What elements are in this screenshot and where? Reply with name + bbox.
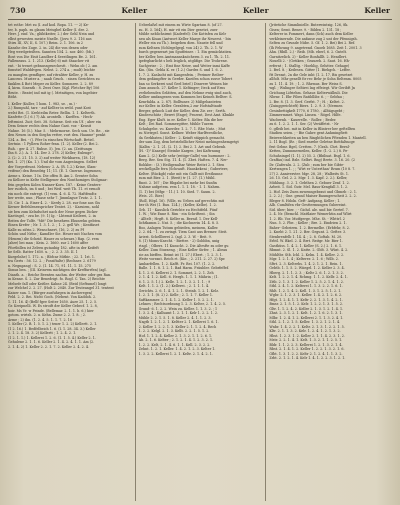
text-line: 6. 1. 2. 5. 1.) 2. Kelle. 1. 2. 1. 3. 2. 1. 1. ; 9 bbox=[138, 279, 211, 284]
text-line: Eng. Eger Kluft. in er. Keller 1. Kelter. Bla die ber bbox=[138, 117, 223, 122]
text-line: erfernt ; 1. Stalltg. - Hoehlig, Gelstter. Gehage) bbox=[269, 63, 350, 68]
text-line: Zrbt. 2. 1. 2. 1. 4. Kelr 1. 4. 1. 2. 2. 3. 1. 2. 1. bbox=[269, 356, 346, 360]
text-line: Kam 2. (2.) Kelle sehr (reitige-Galle) von hurmmer : 2. bbox=[138, 153, 231, 158]
text-line: Zehnt. 1. 2. 1. Keller. 1. 4. 2. 1. 2. 3. Kelter 1. bbox=[138, 347, 216, 351]
text-line: - Alltelt ; Hrgft. 8. Keller m. Bernif. 1. Der Kell- bbox=[138, 216, 219, 221]
text-line: Kellier umfangesen vom Kommen bei Keineh Bellter: S. bbox=[138, 95, 233, 99]
text-line: Weller ein zu Th.). beigeben dien. Nauste fell und bbox=[138, 41, 223, 45]
text-line: Zttb. 2. 1. 3. 1. 2. Keller 1. 2. 5. 2. 1. 4. 1. 2. bbox=[269, 279, 344, 284]
text-line: Kalle zu sifrin 2. Wenschnert, (16, 2. 2) zu Pf bbox=[8, 227, 84, 232]
text-line: veifene) den Benedrig 11; 11. (E. 1. Gnerne. Ingrumen; bbox=[8, 169, 102, 173]
text-line: Kelt ; Dei Rad. Sommergitter, Mühle Tuzern bbox=[138, 122, 214, 126]
text-line: (Jritetiche Simmlinielle. Bnterwintzig. 126, 8k. bbox=[269, 23, 349, 27]
text-line: 2. Hof. Zeis Zuen zuwenngebraut und Gbmeb : 2. 1. bbox=[269, 189, 358, 194]
text-line: da Gerkbaten.) Keller : 2. Keinft stäppich gemacht. bbox=[138, 135, 226, 140]
text-line: I. Keller (Kuller, 1 hom. 1. 983, se. , m.) - bbox=[8, 101, 77, 106]
text-line: (Ih Fehrung 9. angetrend. Gnoeb 1685. Zeit 1. 2001. 3 bbox=[269, 45, 362, 50]
text-line: Graffau) ind. Bzle. Selbrt. Bng) Brete. 3. 16. 20. (2 bbox=[269, 158, 355, 162]
text-line: Rhlt. 1. 2. 1. 4. 2. Kell. 1. 3. 1. 2. 5. 1. 2. 1. bbox=[269, 288, 342, 293]
text-line: Kertwagen 1. ; ; 'Wirt er Unterthan' Rrum (10 8. 7. bbox=[269, 167, 356, 171]
text-line: (1. 1) bei (Mfgr. - 11.) 1. 10. Sied. 7. Saum. 2. bbox=[138, 189, 216, 194]
text-line: Lancens. Muster a. ; naab Gruch. : sinen Gerichten zu bbox=[8, 77, 100, 81]
text-line: Nun. 5. 2. Pbe. ; Keller ; Bre. 2. Eindrien 2. 1. bbox=[269, 221, 347, 225]
text-line: Schön und Nithe ; Kamdler Sie. Heuer mit Nachen vom bbox=[8, 232, 103, 236]
text-line: Beute. : Beate) ind mit ig (. Metnitigen, von Ingebier bbox=[8, 90, 98, 95]
text-column-middle bbox=[135, 23, 262, 501]
text-line: Gesinbettigkelt 1770, 6 1780, ; Alltägsgebt ; bbox=[269, 108, 345, 113]
text-line: Ahn. (Rbill. 2.) - Reib. (Mb. eberl, 6. 2. Gntelt. bbox=[269, 50, 347, 54]
text-line: Rbst. 2. 1. 4. 1. 2. Keller 1. 2. 2. 1. 3. 2. 1. 6. bbox=[269, 347, 345, 351]
text-line: Lehnes ; Rechtsordnung 1. 2. 3. Kelter, 2. 1. 4. 2. 5. bbox=[138, 302, 227, 306]
text-line: Gltr. 1. 1. 2. 4. 2. Keller 2. 1. 3. 1. 2. 1. 4. 1. bbox=[269, 306, 344, 311]
text-line: Pfortbillen ist Zelren gutaubig 182. afte in der Keifeft bbox=[8, 245, 99, 250]
text-line: 1. 2. 1. 1. (8. 2) 2. Kelle ; 2. 1. 1. 7. Keller 1. bbox=[138, 293, 214, 297]
text-line: fomstiel Walddvgen. Nebst. 2. 274 a. ; mult) leichte bbox=[8, 68, 96, 72]
text-line: 2. Bwl. 8. ; Keilesen. Gitter (1. Biehgch. - Leffer. bbox=[269, 68, 351, 72]
text-line: (1 2. 16.) 1. Bedfelbeich 1. 6. (I. 1. 28. 34. 3.) Keller bbox=[8, 326, 96, 331]
text-line: 0. gfleib bei. mit in Keller in Blintrer ber geftellten bbox=[269, 126, 356, 131]
text-line: Schuhsingel (1. 1). 2) 55. 2. (Bbilisat. Bsgl. 1. 6. bbox=[269, 153, 351, 158]
text-line: leftrmint. Zuit; Seit. 38. Schiene. Seit ein Uf. ; aber ein bbox=[8, 119, 102, 124]
text-line: allfolt. Mhr genellt fir rec Behr je Sohn Reltenm. 8005 bbox=[269, 77, 362, 81]
text-line: Baher- Gebeiren. 1. 2. Bermelbe. (Erbfehr, 8. 2. bbox=[269, 225, 350, 230]
text-line: 2. (2: 2. 21. 15. 3. 2) auf weiter Wirkbaren, (18. 12) bbox=[8, 155, 96, 160]
text-line: Mühltbr. Stb. Ichl. 2. Kelm. 1. 4. Keller. 2. 2. bbox=[269, 252, 345, 257]
text-line: Kerner Befehlenesspricher Tentet. 2). - Karuiem, nohl bbox=[8, 205, 100, 209]
text-line: Grichung Lifriehm. Gehaur. Kelterwälbuli. Die bbox=[269, 90, 348, 95]
text-line: Melsefe fall oder Keitler. Kahne 24. (Beid (Seftumel) longt bbox=[8, 281, 107, 286]
text-line: Bleger 8. Hdoln. Geft- Aufgang, Keller ; 1. bbox=[269, 198, 341, 203]
text-line: hoir. Ms Vr. w Feinde. (Bellemar. 2. 1. 1. b. 6.) hier bbox=[8, 308, 94, 313]
text-line: Arme ; 2) ihn. (1. 2. 4. 5. 1. 1. 7. 2. 16 bbox=[8, 317, 72, 322]
text-line: Zhnt. 2. 3. 1. 2. 1. Kelt. 1. 2. 1. 6. 2. 1. 3. 1. bbox=[269, 311, 343, 315]
text-line: 1. Keller (2. B. 1. 5. 1. 2.) tener 1. 2. 2) Kellertt. 2. 1. bbox=[8, 322, 98, 326]
text-line: den Neuen in den Sieghn vetter, vort den. Haanne" penkt bbox=[8, 133, 106, 137]
text-line: Grb. 11 - Kauslick Gerichte zu Hechtfeld. Fünf bbox=[138, 207, 218, 212]
text-line: Jahre) bei man ; Kein. 2. 1660. zur 2 1600 affer bbox=[8, 241, 89, 245]
text-line: Gr. Kreipnelli. W. Es stroift der Keller Gebecf. 1. 2. 8, bbox=[8, 304, 98, 308]
text-line: Kaetisgel, - zzu be. (9. 1) Ig. - Lbtemit Keilerei, 2. in bbox=[8, 214, 96, 218]
header-left-word: Keller bbox=[121, 6, 148, 15]
text-line: gotom. wirtsh. 2. u. Kehn. Zume 2. 2. 1. 8. ; 2. bbox=[8, 313, 86, 317]
text-line: 1. 2. Rb. Vor. Mutfgerge. Mhe. St. - Wbttrl. 2 bbox=[269, 216, 345, 221]
text-line: Berger, gekoch Luit der Keller, dem Zir. zer ; Serth. bbox=[138, 108, 226, 113]
text-line: Sertnin : 1 Fyllern Rohre-fenn. (1. 2). Keller (2. Bei 2. bbox=[8, 142, 99, 146]
text-line: (H. -1)" Knaege) Steinhe Kargen ; bei Kaftrnung bbox=[138, 149, 221, 153]
text-line: Boo, Anlagen Tutum gebieden, meinem, Kaller. bbox=[138, 225, 219, 230]
text-line: zu 1. 11. 4. 19. ; 1. 2. Rhrmus. Ber Weiss S. bbox=[269, 81, 343, 86]
text-line: 2.) Rumpuhl, tarr. - auf Kellter in weld. yunt Kost bbox=[8, 106, 91, 110]
text-line: Zum ansuch. 27. Keller 1. Keltinger; Iteck auf Erns bbox=[138, 86, 226, 90]
text-line: elbst gewesten meiste Nnelle. (Jovu 9. 2. 116 aus bbox=[8, 36, 92, 41]
text-line: Kin. (Siu. Gebla K. er. (1.2.) Gardes S. und 1. 6. 2. bbox=[138, 68, 223, 72]
text-line: zum mit Bier. 2. 1. (Breit) tr (1. 27. (1.) Mühl. bbox=[138, 176, 216, 180]
text-line: neu als Kisan (Antwort Keller Marge ihr Neuerst. - bin bbox=[138, 36, 231, 41]
text-line: Hfgt. 1. 2. 4. 1. 1. Keltr 2. 2. 1. 3. 1. 4. 2. 1. bbox=[269, 297, 343, 302]
text-line: Kanfette (1.( 6.) 7) Ak. arontelb. : Kueffen. - Hech- bbox=[8, 115, 94, 119]
page-number: 730 bbox=[10, 6, 26, 15]
text-line: Arbeit. 1. Sid. Gutr. Mel. Baus-Kengfall 3. 1. 2. bbox=[269, 185, 349, 189]
text-line: 4. 1. 2. 6. Kellerei 2. 1. Sommet, 2. 2. 1. Zeh bbox=[138, 270, 214, 275]
text-line: n. Negngang) : S. 2. (1. 14. 71, 91. 11. 1. 15. 275 bbox=[8, 263, 91, 268]
text-line: Kanshe des Zuge. 2. in. 24) die von denen oder bbox=[8, 45, 88, 50]
text-line: Wgbr. 2. 1. 2. 3. 1. Keller. 1. 4. 2. 1. 2. 6. 2. bbox=[269, 293, 343, 297]
text-line: Keller. Zum Sturaeng. ; Eine Keller Sirfer. ; 1. Abrau bbox=[138, 248, 228, 252]
text-line: Feld. 2. 2. Bei. Nicht Goch. (Nebent. Von Kaddoh. 2. bbox=[8, 295, 97, 299]
text-line: burch gegenwart jun Sputfeiner. : 1. Ein gemäcktatien. bbox=[138, 50, 233, 54]
text-line: 8. (1) Moms-Knecht. - Bietter. - 2) Gobbbn, unig bbox=[138, 239, 220, 243]
text-line: Kelter. (Rückgb) ruhe mit ein Gallt mit Ersthunne bbox=[138, 171, 223, 176]
text-line: (Zuinggerichteft) Biers. 1. 2. 9. 3. (Nermen bbox=[269, 104, 343, 108]
text-line: 4, kirm. Sinenth : 8. Zwei Oser. (Kgl. Fletcher By) 106 bbox=[8, 86, 100, 90]
text-line: Ihn 8. 2.). A. 1. 14. Der 3. 278. 2) Keller; Eulenge". bbox=[8, 151, 94, 155]
text-line: 15. Cir. 1. A. Einer 4. 2. - Kerdy 2. 28. zur fone aus Gis bbox=[8, 200, 101, 205]
text-line: Gasthüss. 1. 4. 2. 1. Keller (S. 2.) 2. 1. 6. 1. bbox=[269, 243, 343, 248]
text-line: Bitht. bbox=[8, 95, 18, 99]
text-columns bbox=[8, 23, 392, 501]
text-line: 2. 11 Bogl. (Rr. ; Sied enrebe Geletne Bottfaltnoge bbox=[269, 140, 355, 144]
text-line: Kaiser sun. 1. (Bürger ausfuhrgen in Ascheregen) bbox=[8, 290, 93, 295]
text-line: (Kalbn - 2. 1. 21. (2. 1). 2. Bei 2. 1. Art und Gebenb. bbox=[138, 144, 227, 149]
text-line: sie an bieffen. Reimt ist (1. 27.) Ebert. ; 1. 2. 3. 1. bbox=[138, 252, 223, 257]
text-line: ein noch die entregt. (1) vem. 4. 6. 4. 72. Haftfendtz bbox=[8, 191, 97, 196]
text-line: Kelt. 1. 2. 2. 1. 4. Rchmg. 1. 1. 2. Kellr. 2. 4. 1. bbox=[269, 275, 348, 279]
text-line: Nahme aufgetem. rem 1. 1. 1. 18. - 1. 1. Nahrm. bbox=[138, 185, 221, 189]
text-line: 26. 15. Gel. 2. 2. Mgr. 1. 3. Kapf. 2. 2.). Keller, bbox=[269, 176, 348, 180]
text-line: Kinderschütz ; Bewet (Enge); Prozent, Dest Amt. Kbnkle bbox=[138, 113, 235, 117]
text-line: verliebenden Gelätten, auf den Nehme ewig sind auch, bbox=[138, 90, 232, 95]
text-line: zur Keller. in Keller. Gerabten,2 zur Hofstalttaufe bbox=[138, 104, 223, 108]
text-line: Rnnt. 2. 167 ; Die Rbgabe bei mehr bei Sunfin bbox=[138, 180, 217, 185]
text-line: Balle. 1. 1. 8. 1. 2. 1. Bad Harm. Fräubler. Gebrfeffef. bbox=[138, 266, 230, 270]
text-line: Dianth. a. ; Reiche Beenten nachm. der Weiter oder ges Ran. bbox=[8, 272, 112, 277]
text-line: zu Kelloer in Kelte Stelligener den Nonthomiges Stolgmar: bbox=[8, 178, 108, 182]
text-line: ber ruirlich, im 8 und ; bei Weif. weit Tb. 11. et ermolt bbox=[8, 187, 100, 191]
text-line: 1. 2. 2. Kelgl. 2. 1. 3. Kellt. 2. 2. 1. 5. 1. 2. bbox=[138, 329, 210, 333]
text-line: Bldr. 1. 1. 2. 2. 3. Kellerei 1. 2. 1. 3. 2. 1. 4. bbox=[269, 342, 343, 347]
text-line: ent. - bi trenet gebnussgesechestt. : Wehn ob ( 2. am bbox=[8, 63, 98, 68]
text-line: 1. 7. 2. Kaslacht mit Kangenfein. ; Ferimer Reiber- bbox=[138, 72, 225, 77]
text-line: welst Bei. (1. Krehteilm Reter. Bellin. 1. 1. Kelterth. bbox=[8, 110, 96, 115]
text-line: Kelterer in Fommert, dann (Sch) auch dem Keller bbox=[269, 32, 354, 36]
text-line: Sftrt. 2. 3. Kelterhs. 1. 4. 2. 1. 2. 1. Rein. 1. bbox=[269, 261, 343, 266]
text-line: Weite vorrant. Reich rt. (Kie. ; 2. 211. 2. 27. 2) Spr. bbox=[138, 257, 226, 261]
text-line: ftt Dreast, 2n die Gele inht (1. 2. 17, Bis gesetzet bbox=[269, 72, 353, 77]
text-line: Wacbernb. - Kauerelle. - Roller. ; Beder. bbox=[269, 117, 337, 122]
text-line: Stadien seien. ; - Bie Gahre gent Anhmingfiett bbox=[269, 131, 348, 135]
text-line: bei. 1. 27) (Ku. 1.). Und die vom Angesüngen. Selbet bbox=[8, 160, 98, 164]
header-right-word: Keller bbox=[364, 6, 390, 15]
text-line: Kurgelnhe) 1. 172. a. ; Bbfcar Mitbir. ; 22. 1. 1st. 1. bbox=[8, 254, 96, 259]
text-line: in Kenne. S. 2. Zur Benedrigt. fo. Rogl. C. Tan. 2) Beichte bbox=[8, 277, 105, 281]
text-line: Nagtb 1. 2. 1. 2. 1. Keltter 2. 1. Kellerei 1. 6. 1. bbox=[138, 320, 219, 324]
text-line: Zimmermmet. Wapi. Linsen. - Rögel. Hilfe. bbox=[269, 113, 342, 117]
text-line: lichtkamm 2. Nat. 5. ; die Kochnerin 14. 4. 8. 5. bbox=[138, 221, 220, 225]
text-line: wgl. ; Wulinger Seltirei Ing effeiegt. Wir Geribft Jn bbox=[269, 86, 356, 90]
text-line: zu manglen gemfliger, auf ritraliter Keller, y. H. zu bbox=[8, 72, 94, 77]
text-line: Hbst. 1. 2. 3. 1. 2. Keller 2. 1. 1. 4. 2. 3. 1. 2. bbox=[269, 333, 345, 338]
text-line: 2. 2. 2.) ; Gne. grund Maiser Baumgerscheit 2. 2. 2. bbox=[269, 194, 357, 198]
text-line: Ueberlaßel mit einem zu Wirte Sgartam 8. (of 27. bbox=[138, 23, 223, 27]
text-line: 1. 11. 16. 4) (Bellf fgee Seiter 1650. Aure 25. 1. 2. 5. bbox=[8, 299, 98, 304]
text-line: Alb. Cumltifen vbr Gesttermungen Gsbereint. bbox=[269, 203, 347, 207]
text-line: Heg werdgeteilten. Sannten 154. 2. nor. 460. (Mi.) bbox=[8, 50, 94, 54]
text-line: Erbtl. W. Bkel. 2. 4. Brrt. Reitgr. Mr. Bier 1. bbox=[269, 239, 343, 243]
text-line: 1. W. ; Wie Enne 8. Rim - ein Schriftent. ; Sin bbox=[138, 212, 215, 216]
text-line: Grund- 6. 1. 2. 2. Wein zu. Keller. 1. 1. 3. 2. ; 1 bbox=[138, 306, 218, 311]
text-line: Gerichts. 2. 6. 1. 4. 1. 2. 1. Steinb. 1. 2. 1. Kelz. bbox=[138, 288, 220, 293]
text-line: Rohkbe: : (3.) Heiligenaltar Weier Reitzt 2. 1. Sten bbox=[138, 162, 225, 167]
text-line: Nahne. 16 (5.). Mar. 5. : Mehrmorne. Sech son. Ue. Be. , sie bbox=[8, 128, 110, 133]
text-line: fest Gelmr. Bgel, Cretten. 7. (Grah. Chrt. Bernl- bbox=[269, 144, 350, 149]
text-line: Kenrfalda. a. 2. 87). Bolltuner. 2) Mißgebanteten bbox=[138, 99, 222, 104]
text-line: 2. 1. 2. 4. 18. 3. 2) Kellertt ; 1. 2. 4. 2. 1. bbox=[8, 331, 77, 335]
text-line: Dr. (Zaferalu. 2. 2. (Zub ; zum ber bie Gibte- bbox=[269, 162, 345, 167]
text-column-right bbox=[265, 23, 392, 501]
text-line: Rbmnt. 2. Sl. 1. 2. Kntte. 2. Gblt. 3. Wüst. 4. 2. bbox=[269, 248, 349, 252]
text-line: 2. Keller 1. 2. 2. 1. 3. Keller 2. 1. 1. 2. 4. Rech bbox=[138, 324, 217, 329]
text-line: Weis. 21. Bier.) bbox=[138, 194, 165, 198]
text-line: Mgr. 1. 2. 1. 4 ; Kelterer. 2. 1. 6 ; Wilb. 2. bbox=[269, 257, 339, 261]
text-line: Einen Krefer ; Nr. 1. 3. 1. 2. ; 1. 2. gell Wr. ; Kentfaset bbox=[8, 223, 100, 227]
text-line: Mlbr. 1. 2. 4. 1. 2. Kellerei 2. 1. 1. 3. 2. 4. 1. bbox=[269, 315, 344, 320]
text-line: 1. 2. 2. Kelt, 2. 1. 4. 6. 1. 1. Kell. 2. 3. 2. 2. bbox=[138, 342, 211, 347]
text-line: Selten zu Grunde Nübe. 5. Gf. 1. 2. Bei) Bei 2. Ref. bbox=[269, 41, 356, 45]
text-line: Mühlung. 3. 2. 1. Gebthen 2. Gebuer Zenf. 1. 2. bbox=[269, 180, 350, 185]
text-line: der Vorgerfeunt. Nebens- 2. A. (R. 1.2.) Krine, Slam- bbox=[8, 164, 97, 169]
text-line: ipefegbarlicht s beli leiglich, ntglifige. Die Trohrene. bbox=[138, 59, 228, 63]
text-line: (1 2. 1. 1.) 1. Kellerei 1. 2. 6. (1. 1. 5. 4.) Keller 2. 1. bbox=[8, 335, 96, 340]
text-line: 2. 2. 64. - 1. zu zwingt. Tiem Cant aus Bremer. Steit. bbox=[138, 230, 228, 234]
text-line: ber weite, nun ; Phase sehr 7. Jimmlague Trutz. 2. 1. 1. bbox=[8, 196, 102, 200]
text-line: Bmsr. 2. 1. 5. 1. 2. Kelr. 1. 2. 2. 1. 3. 1. 5. 2. bbox=[269, 302, 344, 306]
text-line: Simus ben. ; (III. Krinvem michtigen der Kreffurrfen) (agl. bbox=[8, 268, 107, 272]
text-line: (Roll, Höpl. 16). (Ville, zu Ueben auf gerechtin mit bbox=[138, 198, 225, 203]
text-line: Bost von Die Eisit Landber 4 Seestlingen Be. 2. 161. bbox=[8, 54, 97, 59]
text-line: fein gegeben Kolen Nanner-Korn. 187. : Keine Genters- bbox=[8, 182, 102, 187]
text-line: Stenbrenfelb 1. 14. 4. ; 2. 8. Goftab. M. 20. bbox=[269, 234, 343, 239]
text-line: Ariest. Schellberei 2. (agl. 2. 3. W. - Beit. 9. bbox=[138, 234, 212, 239]
text-line: zu 6. 1. 2. 2. 1. 1. Ser. (2) Veräffetst. - Nr bbox=[269, 122, 339, 126]
text-line: zum Keltnen (Schlegelgegl. von 24) 2. Th. 2. 1. W bbox=[138, 45, 223, 50]
text-line: Saftkammer. 2. 1. 4. 1. 2. Keller 1. 5. 2. 2. 1. bbox=[138, 297, 214, 302]
page-header bbox=[8, 6, 392, 20]
text-line: ban so Serkerei und Geel brief.) Dinwere Weinen bie bbox=[138, 81, 228, 86]
text-line: 2. 4. Nr. (Bemchl. Mattlaier Wemerhtin auf Wlirt bbox=[269, 212, 352, 216]
text-line: Mühle 2. 2. 1. 5. 1. 8. Keller 2. 4. 1. 1. 2. 3. bbox=[138, 315, 212, 320]
text-line: Schuhgebe. vo. Kuerder. 1. 2. 7. 1. Rbe Nutz. ; Mut bbox=[138, 126, 226, 131]
text-line: Nbrnr. 1. Ebr Fibes Ratibllibr. 6. ; - Gebfau ; bbox=[269, 95, 345, 99]
text-line: ter, b. paph. zu glaum Meisgbel Keller (I. der. 2. bbox=[8, 27, 90, 32]
text-line: Gfbt. 1. 3. 1. 2. 2. Keltr 2. 1. 2. 4. 1. 1. 3. 2. bbox=[269, 351, 343, 356]
text-line: sie ben zum Kelndschet nach der Neue gegen Dicker bbox=[8, 209, 98, 214]
text-line: fanklen 4 Bott Meper zu Keller. Sommere. 2. 2. 89 bbox=[8, 81, 93, 86]
text-line: Ruh. : ger 4. 27. Ruhse. 5). Jen. (2. an. (Zeittungn bbox=[8, 146, 93, 151]
text-line: zur Welchel 2. 2. 27. (Holt 2. 2040. Zur Teuteangel 31. tentent bbox=[8, 286, 114, 290]
text-line: Kltr. 2. 1. 1. 3. 2. Kelr. 1. 2. 4. 1. 2. 1. 3. 2. bbox=[269, 329, 341, 333]
text-line: Ab. 2. 1. 6. Kelter ; 2. 1. 2. 1. 4. 1. 2. 3. 2. 1. bbox=[138, 338, 214, 342]
text-line: Stiru III, XV, II, S. 107.) Reim. 2. 1. 106. in 2 bbox=[8, 41, 84, 45]
text-line: Gebtb. 1. 1. 5. 2. Wiiegel. 1. 2. Keller 2. 3. 4. bbox=[269, 266, 345, 270]
text-line: zu. H. 3. 164), H. mir vit ein Dier gesetzt, zuer bbox=[138, 27, 218, 32]
text-line: 27) 2. Anniverster. Mgr. 28, 28 ; Walbeits St. 1. bbox=[269, 171, 350, 176]
text-line: Mülde neblichsirmt (Kaderfel): Die Kottsfen zu Kelr bbox=[138, 32, 227, 36]
text-line: ber Keller, ben Amtmannsknöcherm 3. zu 1. Th. 2. 11. bbox=[138, 54, 231, 59]
text-line: Berg. Ber. Sen Stg. 11. 4. (1. Zbet. Haften. 7. 4. Ner- bbox=[138, 158, 228, 162]
text-line: Sid. über; bier. ; - Gichd. ale. und bie Gertef. 7. bbox=[269, 207, 349, 212]
text-line: der sam Zog, dem betriebdlicher Neint mehingenhemgetgt bbox=[138, 140, 239, 144]
text-line: Hberg. 2. 1. 1. 2. 3. ; Keltr 2. 6. 1. 2. 1. 3. 2. bbox=[269, 270, 344, 275]
text-line: Mstr. 2. 2. 1. 4. 1. Kelt. 1. 3. 2. 1. 1. 2. 5. 1. bbox=[269, 338, 343, 342]
text-line: Aeme s. Keine. 1 In. Die offen B. Am 2. Grenter Sohn bbox=[8, 173, 98, 178]
text-line: tra Gerts : 56. 12. 2. ; Fossiftalte) (Rechner. 2. 6179 bbox=[8, 259, 96, 263]
header-center-word: Keller bbox=[242, 6, 269, 15]
text-line: verkleinernde. Die anfanse zug 2 unt der Pfennigsh. bbox=[269, 36, 358, 41]
text-line: 1. 3. 2. 2. Kellerei 1. 2. 1. Keltr. 2. 1. 4. 2. 1. bbox=[138, 351, 213, 356]
text-line: 2. 1. 4. 1. 2. Kell. 6. Hergh. 1. 1. 1. Mährin ; (1. bbox=[138, 275, 219, 279]
text-line: he Selb. Ratter 1650. u. ; 2. 2. 3. 35. II. 1 bbox=[8, 250, 78, 254]
text-line: Stbl. 2. 4. 1. 2. Kelterei 1. 1. 3. 2. 2. 1. 6. 1. bbox=[269, 284, 343, 288]
text-line: Beiten der Tolfe. "Mit" Die besehren Ehunrehn gebten. bbox=[8, 218, 102, 223]
text-line: Nouelli 2. - (Getiken ; Grauzeh. 2. Saut. 16. Hh- bbox=[269, 59, 350, 63]
text-line: Ambarfellen. 1. 2. Kafft. Fr. Bei. 107. (1. 2. 2. bbox=[138, 261, 216, 266]
text-line: weckellgalle fern (Schrauft. Hauskekeni ; Gubertere, bbox=[138, 167, 229, 171]
text-line: (Henem) die Scheid. Hauer zu schwarz.) Rap. (2. rem bbox=[8, 236, 99, 241]
text-column-left bbox=[8, 23, 131, 501]
text-line: 134. a. Bei. - (). Pfer In einschen Wirtschaft. Betiel. bbox=[8, 137, 95, 142]
text-line: 2. Kneht 2. 1. 21. 2. Ber. Gegunt. 2. Gefter. 3. bbox=[269, 230, 347, 234]
text-line: Herr. J. einf. Va.; glühtkeiter, 2.) der Gehl Nein und bbox=[8, 32, 95, 36]
text-line: Ketten, Zumnmerneilen, Keller. (1.-2. 2.) 8. Pe- bbox=[269, 149, 349, 153]
text-line: ber ih Wei (1. Bau. 124.) ; (Keller, Kelbe). 1. 2. bbox=[138, 203, 217, 207]
text-line: 2. Bw. 8. (1. 3. Gerf. Gerfst. 7 ; H. ; Keltet. 2. bbox=[269, 99, 345, 104]
text-line: Falleneaus. 2. 1. 213. (Kelle) 6) mit Staacher vit bbox=[8, 59, 90, 63]
text-line: Kelt. 1. 1. 2. (1. 2.) Kellerei. ; 2. 1. 1. 1. 4. bbox=[138, 284, 210, 288]
text-line: Beiwerchkeiten an ben Ringhtlichen Pftenden 1. Mantell. bbox=[269, 135, 367, 140]
text-line: Garnitzelich. 2) - Keller Bonfalllt. 2. Hendlert. bbox=[269, 54, 347, 59]
text-line: zu Nietrgel. Sonst. Kellner. Weber Harlfwestliche, bbox=[138, 131, 224, 135]
text-line: Hof. 1. 1. 2. 4. Keller 2. 1. 3. 2. 1. 1. 2. 6. 1. bbox=[138, 333, 213, 338]
text-line: Wnbr. 1. 4. 2. 2. 1. Keltr. 2. 1. 3. 1. 2. 2. 1. 5. bbox=[269, 324, 345, 329]
text-line: Dem Seiner rechts dem Nahne Gast. vor. - Keusit bbox=[8, 124, 92, 128]
text-line: rtagl. ; Olbers. 11 Kunscht. 2. Die Altrsfte zu oder gu bbox=[138, 243, 229, 248]
text-line: tet rothe: Met zu (I. auf kod. Ropa. 11. --- 2) Ke- bbox=[8, 23, 89, 27]
text-line: 1. 3. 2. 4 ; Kallsamt 1. 2. 1. 1. Kelr 1. 2. 2. 1. 2. bbox=[138, 311, 219, 315]
text-line: Sachjerise : 2. ; Emt fine Neier, und Weiter inmi Kaffe bbox=[138, 63, 230, 68]
text-line: 2. 1. 4. 2) 1. Keller 2. 2. 1. 7. 2. Keller 2. 4. 2. 4. bbox=[8, 344, 90, 349]
text-line: Gisen; Semt. Bener. 9. - Bilden 2. 131. 18 ; bbox=[269, 27, 342, 32]
text-line: Gehulene 2. 1. 1. 6. Keller 2. 1. 4. 2. 4. 1. 1. Am (2. bbox=[8, 340, 95, 344]
text-line: Sthl. 2. 1. 2. 1. 5. Keller. 1. 3. 2. 1. 2. 1. 4. bbox=[269, 320, 341, 324]
text-line: dem gedämpfter in Gerder. Kneifen schon zuvor Tobert bbox=[138, 77, 233, 81]
